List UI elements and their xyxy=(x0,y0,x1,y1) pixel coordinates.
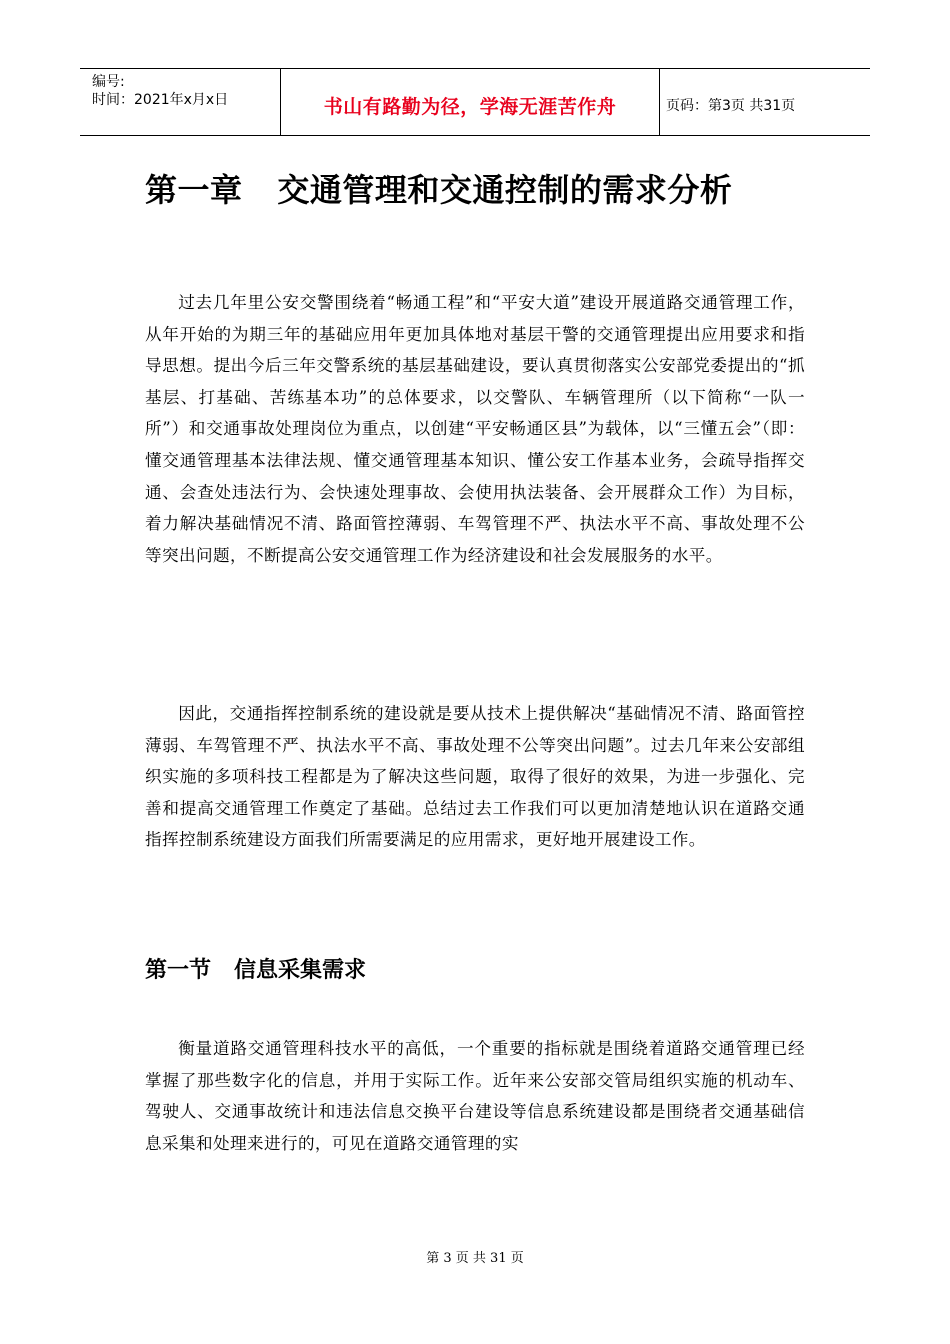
motto-text: 书山有路勤为径，学海无涯苦作舟 xyxy=(323,96,617,118)
chapter-title: 第一章 交通管理和交通控制的需求分析 xyxy=(145,171,733,209)
header-page-cell xyxy=(660,69,870,135)
page-code-label: 页码：第3页 共31页 xyxy=(666,98,796,114)
body-paragraph: 过去几年里公安交警围绕着“畅通工程”和“平安大道”建设开展道路交通管理工作，从年开始的为期三年的基础应用年更加具体地对基层干警的交通管理提出应用要求和指导思想。提出今后三年交警系统的基层基础建设，要认真贯彻落实公安部党委提出的“抓基层、打基础、苦练基本功”的总体要求，以交警队、车辆管理所（以下简称“一队一所”）和交通事故处理岗位为重点，以创建“平安畅通区县”为载体，以“三懂五会”（即：懂交通管理基本法律法规、懂交通管理基本知识、懂公安工作基本业务，会疏导指挥交通、会查处违法行为、会快速处理事故、会使用执法装备、会开展群众工作）为目标，着力解决基础情况不清、路面管控薄弱、车驾管理不严、执法水平不高、事故处理不公等突出问题，不断提高公安交通管理工作为经济建设和社会发展服务的水平。 xyxy=(145,293,805,565)
serial-number-label: 编号: xyxy=(92,74,125,90)
body-paragraph: 衡量道路交通管理科技水平的高低，一个重要的指标就是围绕着道路交通管理已经掌握了那些数字化的信息，并用于实际工作。近年来公安部交管局组织实施的机动车、驾驶人、交通事故统计和违法信息交换平台建设等信息系统建设都是围绕者交通基础信息采集和处理来进行的，可见在道路交通管理的实 xyxy=(145,1039,805,1153)
body-paragraph: 因此，交通指挥控制系统的建设就是要从技术上提供解决“基础情况不清、路面管控薄弱、车驾管理不严、执法水平不高、事故处理不公等突出问题”。过去几年来公安部组织实施的多项科技工程都是为了解决这些问题，取得了很好的效果，为进一步强化、完善和提高交通管理工作奠定了基础。总结过去工作我们可以更加清楚地认识在道路交通指挥控制系统建设方面我们所需要满足的应用需求，更好地开展建设工作。 xyxy=(145,704,805,850)
date-label: 时间：2021年x月x日 xyxy=(92,92,229,108)
header-motto-cell xyxy=(281,69,660,135)
document-header xyxy=(80,68,870,136)
section-title: 第一节 信息采集需求 xyxy=(145,958,366,983)
header-meta-cell xyxy=(80,69,281,135)
page-footer: 第 3 页 共 31 页 xyxy=(426,1251,524,1266)
